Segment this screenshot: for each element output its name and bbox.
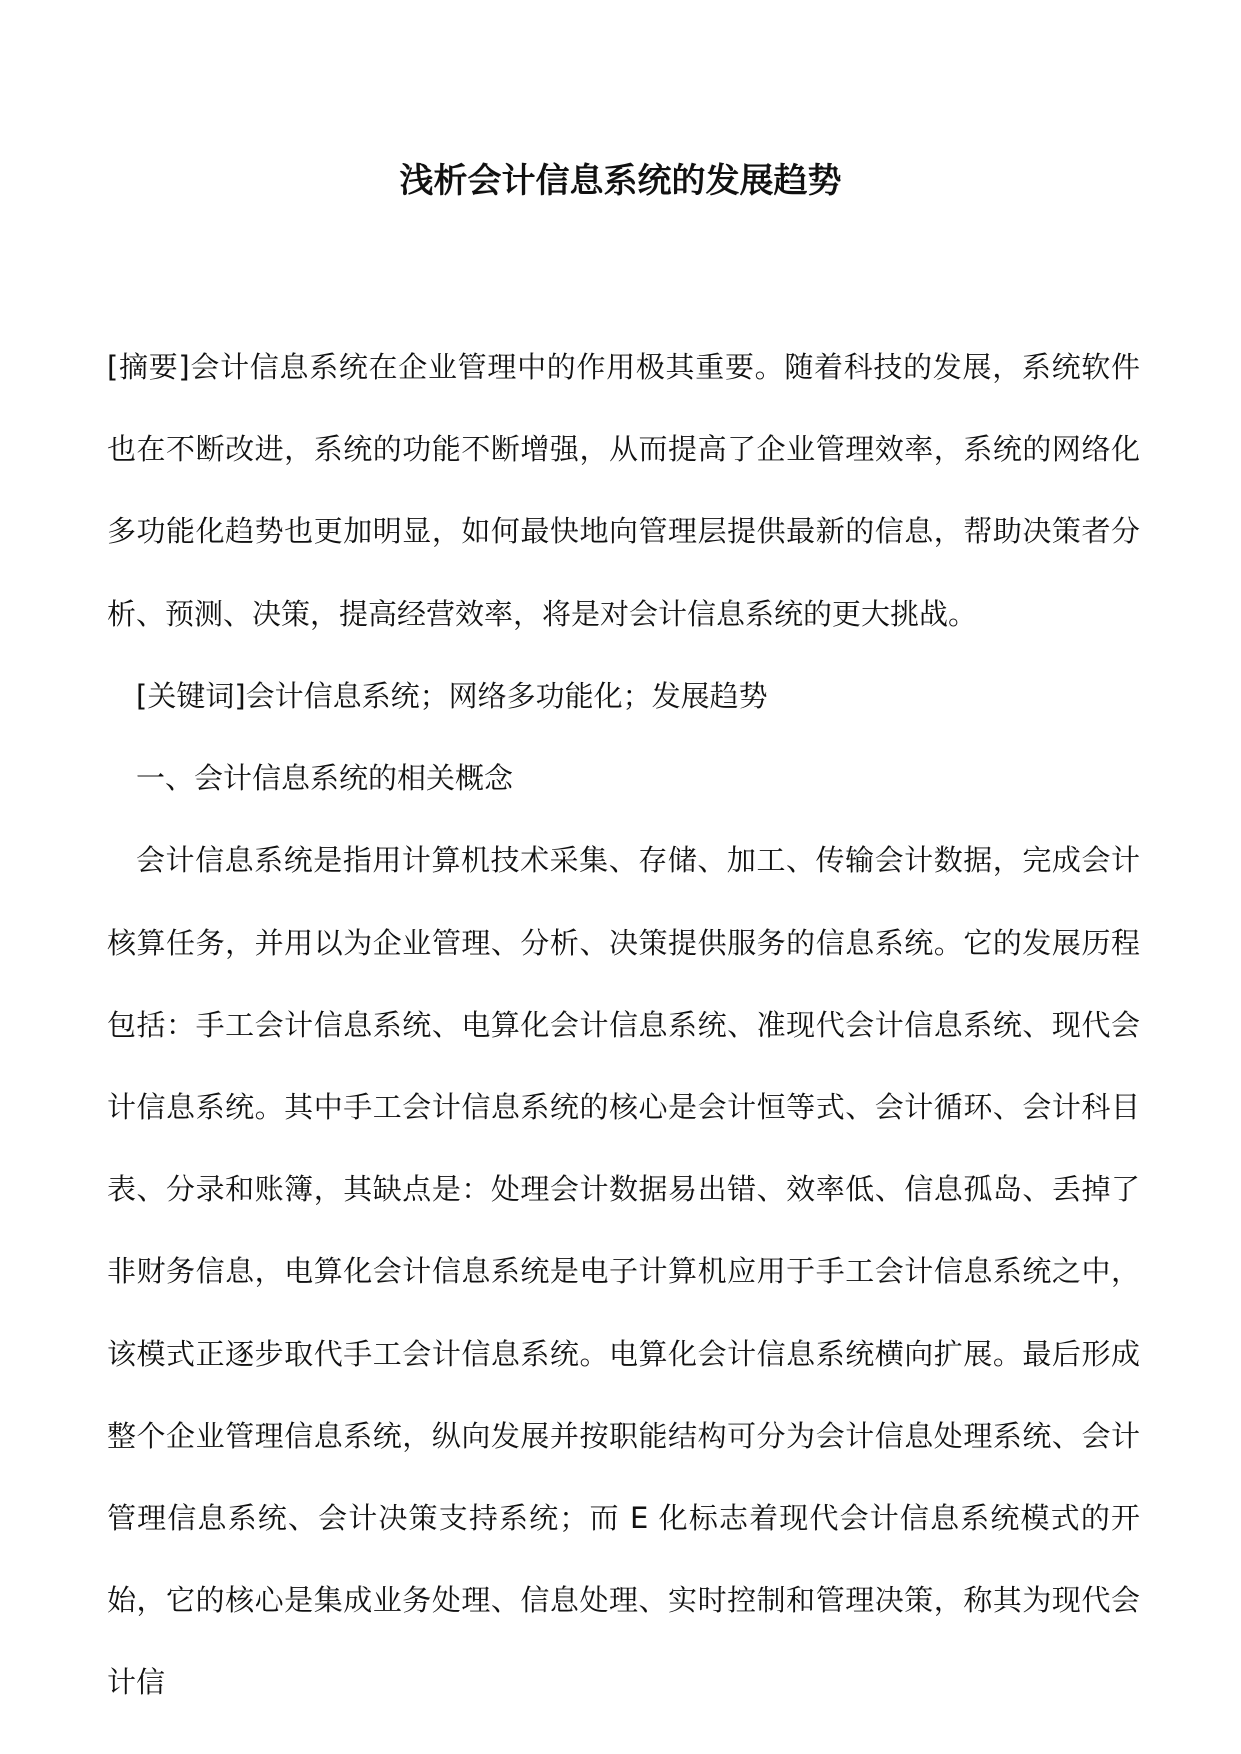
section-heading: 一、会计信息系统的相关概念	[136, 761, 514, 796]
body-paragraph: 会计信息系统是指用计算机技术采集、存储、加工、传输会计数据，完成会计核算任务，并用以为企业管理、分析、决策提供服务的信息系统。它的发展历程包括：手工会计信息系统、电算化会计信息系统、准现代会计信息系统、现代会计信息系统。其中手工会计信息系统的核心是会计恒等式、会计循环、会计科目表、分录和账簿，其缺点是：处理会计数据易出错、效率低、信息孤岛、丢掉了非财务信息，电算化会计信息系统是电子计算机应用于手工会计信息系统之中，该模式正逐步取代手工会计信息系统。电算化会计信息系统横向扩展。最后形成整个企业管理信息系统，纵向发展并按职能结构可分为会计信息处理系统、会计管理信息系统、会计决策支持系统；而 E 化标志着现代会计信息系统模式的开始，它的核心是集成业务处理、信息处理、实时控制和管理决策，称其为现代会计信	[107, 843, 1140, 1700]
document-title: 浅析会计信息系统的发展趋势	[399, 161, 842, 201]
document-body	[107, 655, 1140, 1724]
abstract-paragraph: [摘要]会计信息系统在企业管理中的作用极其重要。随着科技的发展，系统软件也在不断改进，系统的功能不断增强，从而提高了企业管理效率，系统的网络化多功能化趋势也更加明显，如何最快地向管理层提供最新的信息，帮助决策者分析、预测、决策，提高经营效率，将是对会计信息系统的更大挑战。	[107, 350, 1140, 631]
keywords-paragraph: [关键词]会计信息系统；网络多功能化；发展趋势	[136, 679, 768, 713]
